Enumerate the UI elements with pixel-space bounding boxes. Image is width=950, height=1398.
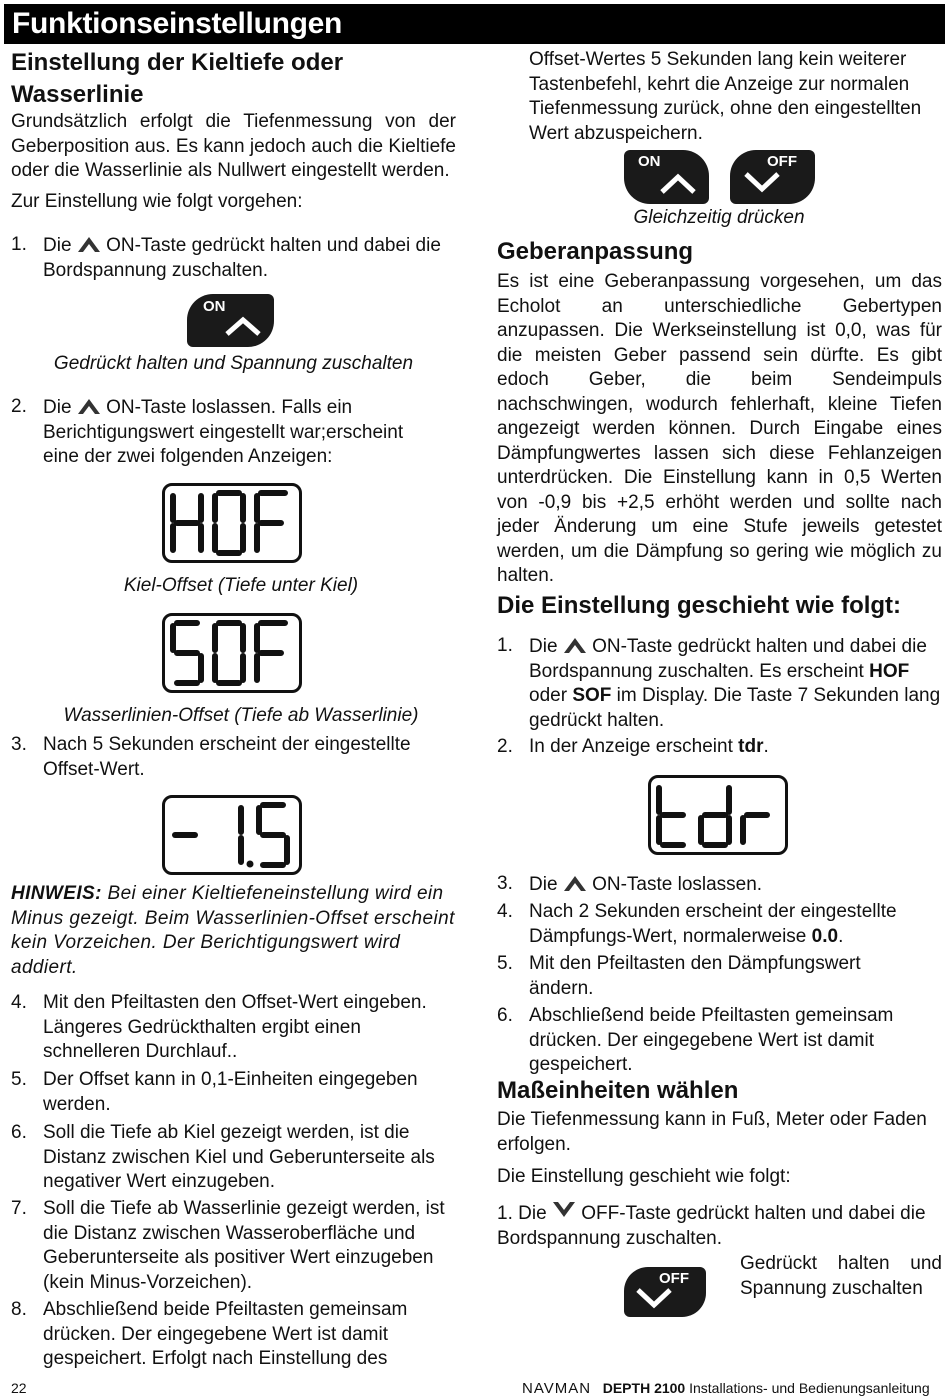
step-text: Nach 5 Sekunden erscheint der eingestellte Offset-Wert. (43, 734, 411, 780)
lcd-display-offset-value (162, 795, 302, 875)
step-text: 1. Die (497, 1203, 547, 1224)
on-button-graphic (624, 150, 709, 204)
note-label: HINWEIS: (11, 883, 102, 904)
step-number: 2. (11, 396, 27, 417)
step-text: Mit den Pfeiltasten den Dämpfungswert ändern. (529, 953, 861, 999)
step-number: 7. (11, 1198, 27, 1219)
step-text: ON-Taste gedrückt halten und dabei die Bordspannung zuschalten. (43, 235, 441, 281)
step-number: 1. (11, 234, 27, 255)
brand-logo: NAVMAN (522, 1380, 592, 1397)
step-3 (11, 733, 461, 785)
document-title: Installations- und Bedienungsanleitung (689, 1380, 930, 1396)
step-text: im Display. Die Taste 7 Sekunden lang gedrückt halten. (529, 685, 941, 731)
note-text: Bei einer Kieltiefeneinstellung wird ein Minus gezeigt. Beim Wasserlinien-Offset erscheint kein Vorzeichen. Der Berichtigungswert wird addiert. (11, 883, 455, 978)
intro-paragraph: Grundsätzlich erfolgt die Tiefenmessung von der Geberposition aus. Es kann jedoch auch die Kieltiefe oder die Wasserlinie als Nullwert eingestellt werden. (11, 111, 456, 181)
lcd-segments (651, 778, 785, 852)
up-arrow-icon (77, 395, 101, 415)
lcd-text: SOF (165, 616, 168, 617)
step-text: Mit den Pfeiltasten den Offset-Wert eingeben. Längeres Gedrückthalten ergibt einen schnelleren Durchlauf.. (43, 992, 427, 1062)
step-number: 4. (11, 992, 27, 1013)
step-number: 6. (497, 1005, 513, 1026)
step-text: Die (529, 636, 558, 657)
lcd-segments (165, 616, 299, 690)
lcd-text: tdr (651, 778, 653, 779)
step-text-bold: SOF (572, 685, 612, 706)
step-number: 3. (11, 734, 27, 755)
header-bar (4, 4, 945, 44)
step-text: In der Anzeige erscheint (529, 736, 733, 757)
step-text: ON-Taste loslassen. (592, 874, 763, 895)
caption-hof: Kiel-Offset (Tiefe unter Kiel) (123, 575, 359, 596)
lcd-display-hof (162, 483, 302, 563)
section-title-masseinheiten: Maßeinheiten wählen (497, 1077, 739, 1104)
note-hinweis (11, 882, 461, 980)
step-2 (11, 395, 461, 470)
down-arrow-icon (742, 168, 782, 194)
section-title-einstellung: Die Einstellung geschieht wie folgt: (497, 592, 902, 619)
down-arrow-icon (552, 1201, 576, 1221)
off-label: OFF (767, 153, 797, 170)
lcd-segments (165, 798, 299, 872)
step-text: OFF-Taste gedrückt halten und dabei die Bordspannung zuschalten. (497, 1203, 926, 1249)
procedure-intro: Zur Einstellung wie folgt vorgehen: (11, 191, 303, 212)
masseinheiten-procedure: Die Einstellung geschieht wie folgt: (497, 1166, 791, 1187)
off-button-graphic (624, 1267, 706, 1317)
caption-off-hold: Gedrückt halten und Spannung zuschalten (740, 1253, 942, 1299)
step-text: Der Offset kann in 0,1-Einheiten eingegeben werden. (43, 1069, 418, 1115)
step-number: 3. (497, 873, 513, 894)
on-label: ON (203, 298, 226, 315)
down-arrow-icon (634, 1284, 674, 1310)
step-text: Soll die Tiefe ab Wasserlinie gezeigt werden, ist die Distanz zwischen Wasseroberfläche und Geberunterseite als positiver Wert einzugeben (kein Minus-Vorzeichen). (43, 1198, 445, 1293)
on-button-graphic (187, 294, 274, 347)
footer-info (522, 1380, 947, 1397)
off-label: OFF (659, 1270, 689, 1287)
step-text: Die (529, 874, 558, 895)
section-title-geberanpassung: Geberanpassung (497, 238, 694, 265)
step-text: Die (43, 397, 72, 418)
step-text-bold: tdr (738, 736, 764, 757)
step-number: 5. (497, 953, 513, 974)
step-text: oder (529, 685, 568, 706)
lcd-display-tdr (648, 775, 788, 855)
masseinheiten-step-1 (497, 1201, 947, 1251)
up-arrow-icon (563, 872, 587, 892)
step-number: 6. (11, 1122, 27, 1143)
step-text: Die (43, 235, 72, 256)
on-label: ON (638, 153, 661, 170)
step-text: Abschließend beide Pfeiltasten gemeinsam drücken. Der eingegebene Wert ist damit gespeichert. (529, 1005, 894, 1075)
step-number: 2. (497, 736, 513, 757)
lcd-text: - 1.5 (165, 798, 168, 799)
lcd-display-sof (162, 613, 302, 693)
caption-hold-power: Gedrückt halten und Spannung zuschalten (53, 353, 414, 374)
step-text: ON-Taste gedrückt halten und dabei die Bordspannung zuschalten. Es erscheint (529, 636, 927, 682)
step-text: Abschließend beide Pfeiltasten gemeinsam drücken. Der eingegebene Wert ist damit gespeichert. Erfolgt nach Einstellung des (43, 1299, 408, 1369)
step-text: . (763, 736, 769, 757)
up-arrow-icon (223, 314, 263, 338)
step-number: 1. (497, 635, 513, 656)
masseinheiten-text: Die Tiefenmessung kann in Fuß, Meter oder Faden erfolgen. (497, 1109, 927, 1155)
step-text-bold: HOF (869, 660, 910, 682)
model-name: DEPTH 2100 (602, 1380, 686, 1396)
up-arrow-icon (77, 233, 101, 253)
continued-text: Offset-Wertes 5 Sekunden lang kein weiterer Tastenbefehl, kehrt die Anzeige zur normalen Tiefenmessung zurück, ohne den eingestellten Wert abzuspeichern. (529, 49, 922, 144)
step-text: Nach 2 Sekunden erscheint der eingestellte Dämpfungs-Wert, normalerweise (529, 901, 897, 947)
caption-press-both: Gleichzeitig drücken (633, 207, 805, 228)
page-title: Funktionseinstellungen (12, 7, 343, 40)
step-number: 8. (11, 1299, 27, 1320)
step-text: . (838, 925, 844, 947)
step-number: 5. (11, 1069, 27, 1090)
step-text-bold: 0.0 (811, 925, 839, 947)
geber-paragraph: Es ist eine Geberanpassung vorgesehen, um das Echolot an unterschiedliche Gebertypen anzupassen. Die Werkseinstellung ist 0,0, was für die meisten Geber passend sein dürfte. Es gibt edoch Geber, die beim Sendeimpuls nachschwingen, wodurch fehlerhaft, kleine Tiefen angezeigt werden können. Durch Eingabe eines Dämpfungwertes lassen sich diese Fehlanzeigen unterdrücken. Die Einstellung kann in 0,5 Werten von -0,9 bis +2,5 erhöht werden und sollte nach jeder Änderung um eine Stufe jeweils getestet werden, um die Dämpfung so gering wie möglich zu halten. (497, 271, 942, 586)
off-button-graphic (730, 150, 815, 204)
decimal-point (247, 861, 254, 868)
left-section-title-wrap (11, 47, 456, 111)
section-title-kieltiefe: Einstellung der Kieltiefe oder Wasserlinie (11, 49, 344, 108)
step-1 (11, 233, 461, 285)
lcd-segments (165, 486, 299, 560)
up-arrow-icon (563, 634, 587, 654)
step-text: Soll die Tiefe ab Kiel gezeigt werden, ist die Distanz zwischen Kiel und Geberunterseite als negativer Wert einzugeben. (43, 1122, 435, 1192)
caption-sof: Wasserlinien-Offset (Tiefe ab Wasserlinie) (63, 705, 419, 726)
up-arrow-icon (658, 170, 698, 196)
step-text: ON-Taste loslassen. Falls ein Berichtigungswert eingestellt war;erscheint eine der zwei folgenden Anzeigen: (43, 397, 404, 467)
page-number: 22 (11, 1380, 27, 1396)
step-number: 4. (497, 901, 513, 922)
lcd-text: HOF (165, 486, 168, 487)
